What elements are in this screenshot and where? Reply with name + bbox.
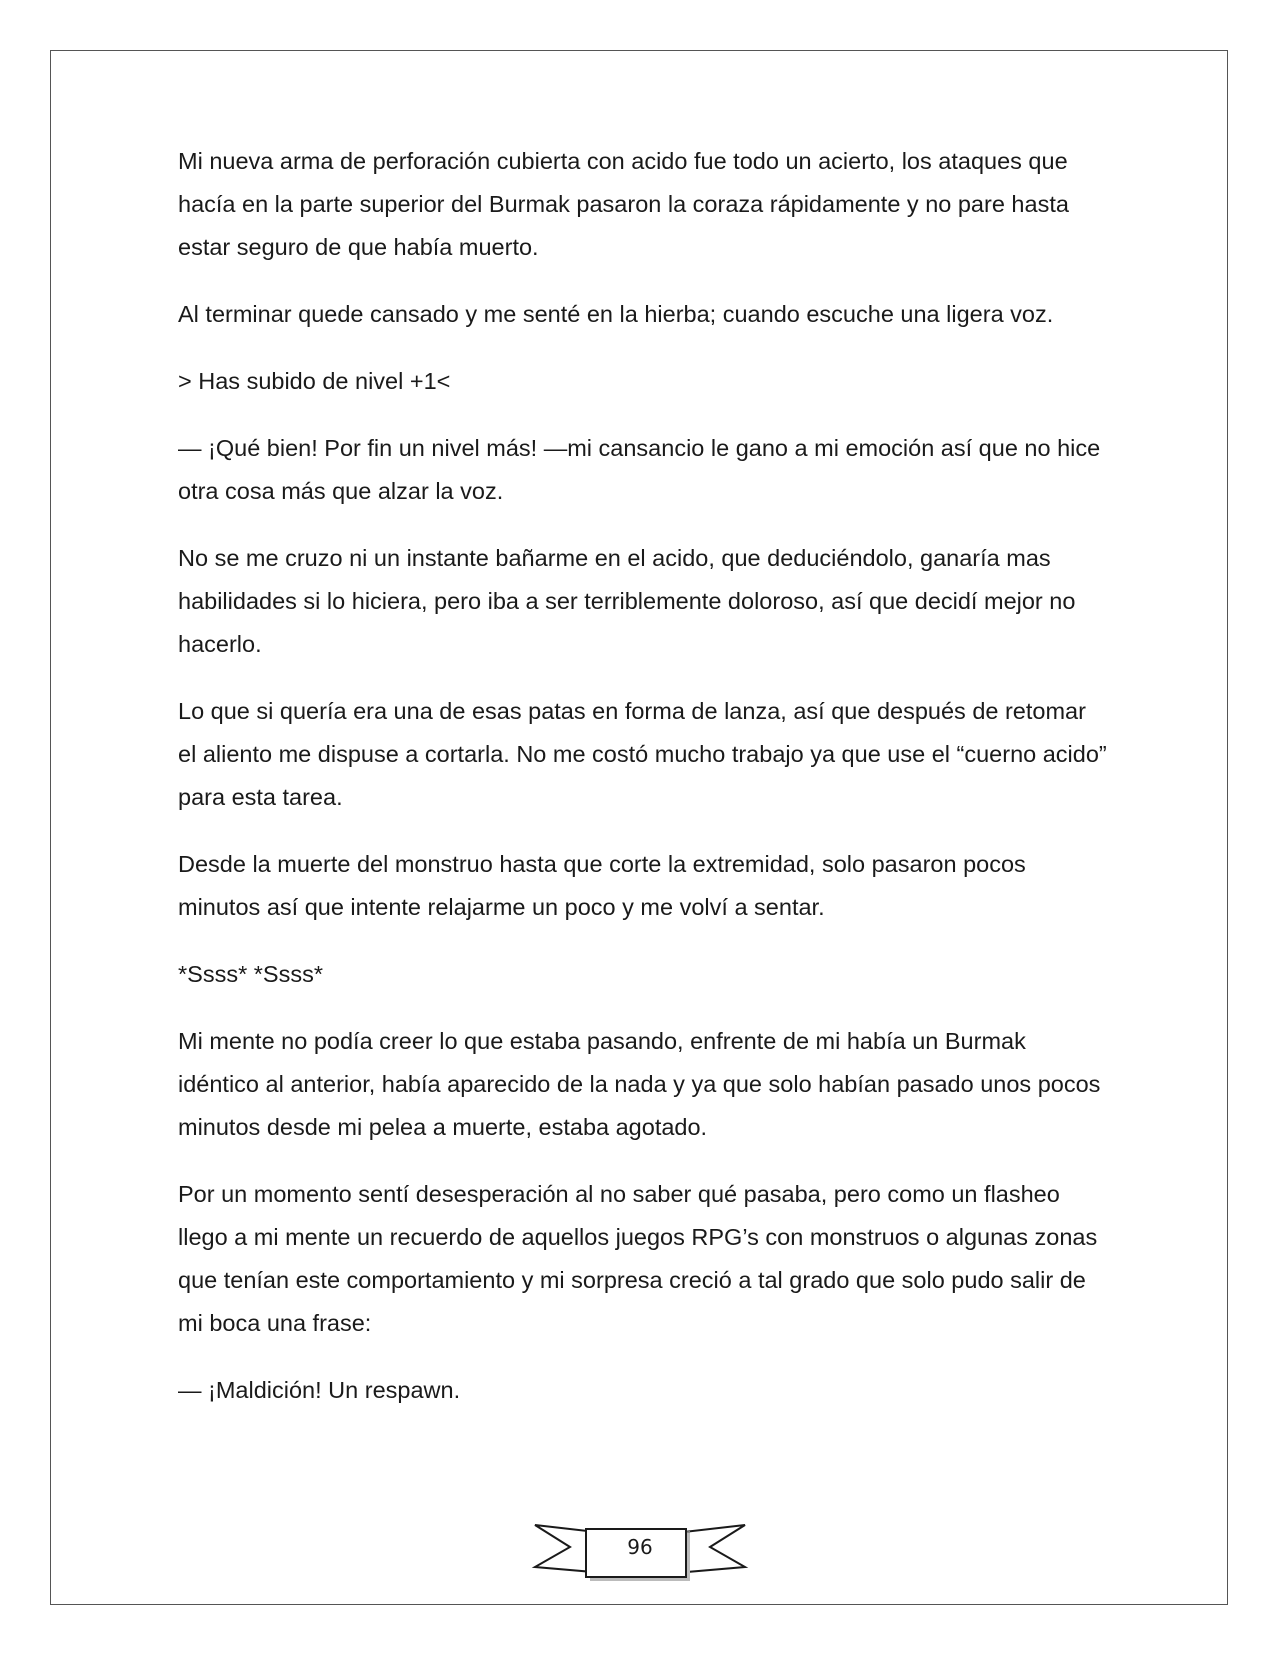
page-footer: [530, 1515, 750, 1587]
page-body: [178, 140, 1108, 1436]
page-number: 96: [627, 1535, 653, 1559]
paragraph: Al terminar quede cansado y me senté en la hierba; cuando escuche una ligera voz.: [178, 301, 1054, 327]
paragraph: Desde la muerte del monstruo hasta que corte la extremidad, solo pasaron pocos minutos así que intente relajarme un poco y me volví a sentar.: [178, 851, 1026, 920]
system-message: > Has subido de nivel +1<: [178, 368, 451, 394]
paragraph: Mi nueva arma de perforación cubierta con acido fue todo un acierto, los ataques que hacía en la parte superior del Burmak pasaron la coraza rápidamente y no pare hasta estar seguro de que había muerto.: [178, 148, 1069, 260]
paragraph: No se me cruzo ni un instante bañarme en el acido, que deduciéndolo, ganaría mas habilidades si lo hiciera, pero iba a ser terriblemente doloroso, así que decidí mejor no hacerlo.: [178, 545, 1076, 657]
paragraph: Por un momento sentí desesperación al no saber qué pasaba, pero como un flasheo llego a mi mente un recuerdo de aquellos juegos RPG’s con monstruos o algunas zonas que tenían este comportamiento y mi sorpresa creció a tal grado que solo pudo salir de mi boca una frase:: [178, 1181, 1098, 1336]
paragraph: Lo que si quería era una de esas patas en forma de lanza, así que después de retomar el aliento me dispuse a cortarla. No me costó mucho trabajo ya que use el “cuerno acido” para esta tarea.: [178, 698, 1107, 810]
sound-effect: *Ssss* *Ssss*: [178, 961, 323, 987]
paragraph: Mi mente no podía creer lo que estaba pasando, enfrente de mi había un Burmak idéntico al anterior, había aparecido de la nada y ya que solo habían pasado unos pocos minutos desde mi pelea a muerte, estaba agotado.: [178, 1028, 1101, 1140]
dialogue-line: — ¡Qué bien! Por fin un nivel más! —mi cansancio le gano a mi emoción así que no hice otra cosa más que alzar la voz.: [178, 435, 1101, 504]
dialogue-line: — ¡Maldición! Un respawn.: [178, 1377, 461, 1403]
